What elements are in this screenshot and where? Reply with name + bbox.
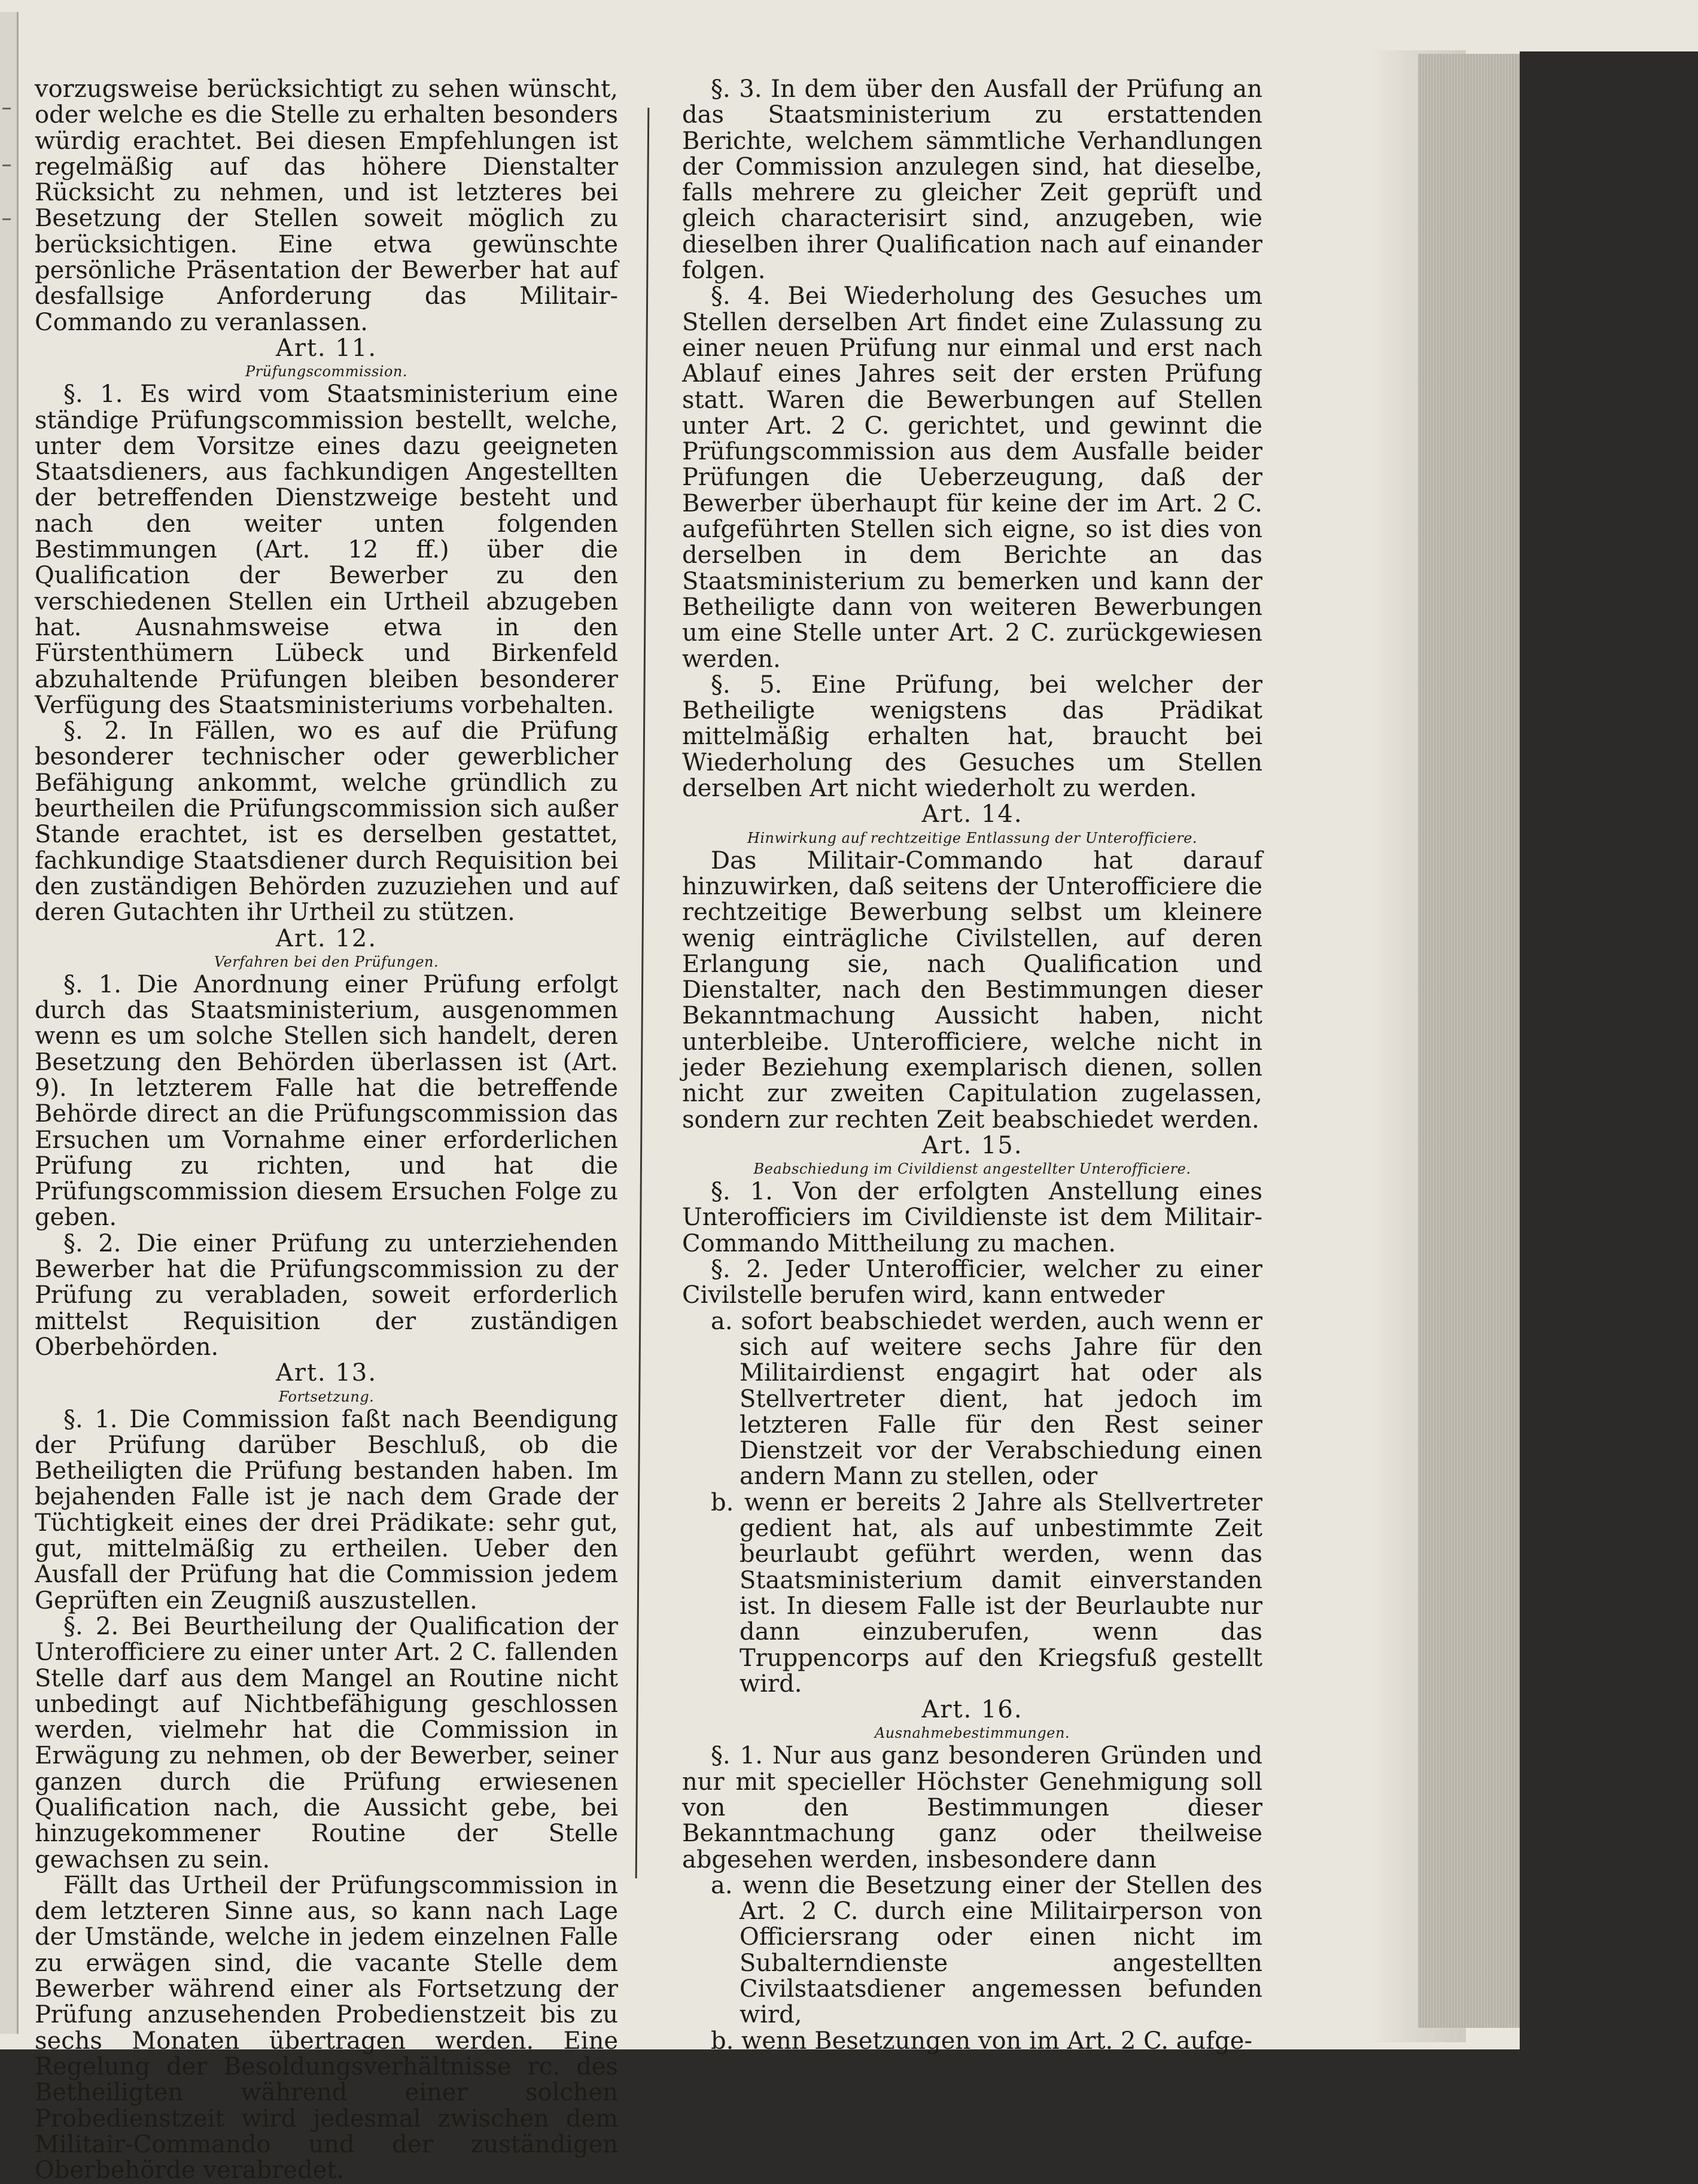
list-item: b. wenn er bereits 2 Jahre als Stellvertreter gedient hat, als auf unbestimmte Zeit beurlaubt geführt werden, wenn das Staatsministerium damit einverstanden ist. In diesem Falle ist der Beurlaubte nur dann einzuberufen, wenn das Truppencorps auf den Kriegsfuß gestellt wird.	[711, 1488, 1262, 1698]
paragraph: vorzugsweise berücksichtigt zu sehen wünscht, oder welche es die Stelle zu erhalten besonders würdig erachtet. Bei diesen Empfehlungen ist regelmäßig auf das höhere Dienstalter Rücksicht zu nehmen, und ist letzteres bei Besetzung der Stellen soweit möglich zu berücksichtigen. Eine etwa gewünschte persönliche Präsentation der Bewerber hat auf desfallsige Anforderung das Militair-Commando zu veranlassen.	[35, 75, 618, 336]
paragraph: §. 5. Eine Prüfung, bei welcher der Betheiligte wenigstens das Prädikat mittelmäßig erhalten hat, braucht bei Wiederholung des Gesuches um Stellen derselben Art nicht wiederholt zu werden.	[682, 671, 1262, 803]
paragraph: §. 2. Bei Beurtheilung der Qualification der Unterofficiere zu einer unter Art. 2 C. fallenden Stelle darf aus dem Mangel an Routine nicht unbedingt auf Nichtbefähigung geschlossen werden, vielmehr hat die Commission in Erwägung zu nehmen, ob der Bewerber, seiner ganzen durch die Prüfung erwiesenen Qualification nach, die Aussicht gebe, bei hinzugekommener Routine der Stelle gewachsen zu sein.	[35, 1612, 618, 1874]
book-page-edges	[1418, 54, 1520, 2028]
article-subtitle: Ausnahmebestimmungen.	[874, 1725, 1070, 1742]
edge-mark	[2, 218, 11, 220]
right-text-column	[682, 77, 1262, 2054]
list-item: a. sofort beabschiedet werden, auch wenn er sich auf weitere sechs Jahre für den Militairdienst engagirt hat oder als Stellvertreter dient, hat jedoch im letzteren Falle für den Rest seiner Dienstzeit vor der Verabschiedung einen andern Mann zu stellen, oder	[711, 1307, 1262, 1491]
paragraph: §. 3. In dem über den Ausfall der Prüfung an das Staatsministerium zu erstattenden Berichte, welchem sämmtliche Verhandlungen der Commission anzulegen sind, hat dieselbe, falls mehrere zu gleicher Zeit geprüft und gleich characterisirt sind, anzugeben, wie dieselben ihrer Qualification nach auf einander folgen.	[682, 75, 1262, 285]
paragraph: §. 2. Jeder Unterofficier, welcher zu einer Civilstelle berufen wird, kann entweder	[682, 1256, 1262, 1309]
list-item: a. wenn die Besetzung einer der Stellen des Art. 2 C. durch eine Militairperson von Officiersrang oder einen nicht im Subalterndienste angestellten Civilstaatsdiener angemessen befunden wird,	[711, 1871, 1262, 2029]
edge-mark	[2, 165, 11, 166]
left-text-column	[35, 77, 618, 2183]
edge-mark	[2, 108, 11, 109]
article-heading: Art. 13.	[275, 1359, 378, 1387]
article-subtitle: Prüfungscommission.	[245, 363, 407, 380]
article-heading: Art. 12.	[275, 924, 378, 952]
previous-page-edge	[0, 12, 19, 2034]
paragraph: §. 1. Von der erfolgten Anstellung eines Unterofficiers im Civildienste ist dem Militair-Commando Mittheilung zu machen.	[682, 1178, 1262, 1257]
paragraph: §. 2. In Fällen, wo es auf die Prüfung besonderer technischer oder gewerblicher Befähigung ankommt, welche gründlich zu beurtheilen die Prüfungscommission sich außer Stande erachtet, ist es derselben gestattet, fachkundige Staatsdiener durch Requisition bei den zuständigen Behörden zuzuziehen und auf deren Gutachten ihr Urtheil zu stützen.	[35, 717, 618, 927]
article-subtitle: Fortsetzung.	[278, 1388, 375, 1405]
article-subtitle: Hinwirkung auf rechtzeitige Entlassung der Unterofficiere.	[747, 829, 1198, 846]
paragraph: §. 1. Nur aus ganz besonderen Gründen und nur mit specieller Höchster Genehmigung soll von den Bestimmungen dieser Bekanntmachung ganz oder theilweise abgesehen werden, insbesondere dann	[682, 1742, 1262, 1874]
article-heading: Art. 14.	[921, 800, 1023, 828]
paragraph: Fällt das Urtheil der Prüfungscommission in dem letzteren Sinne aus, so kann nach Lage der Umstände, welche in jedem einzelnen Falle zu erwägen sind, die vacante Stelle dem Bewerber während einer als Fortsetzung der Prüfung anzusehenden Probedienstzeit bis zu sechs Monaten übertragen werden. Eine Regelung der Besoldungsverhältnisse rc. des Betheiligten während einer solchen Probedienstzeit wird jedesmal zwischen dem Militair-Commando und der zuständigen Oberbehörde verabredet.	[35, 1871, 618, 2184]
article-heading: Art. 15.	[921, 1131, 1023, 1159]
scan-background	[1520, 51, 1698, 2049]
paragraph: §. 2. Die einer Prüfung zu unterziehenden Bewerber hat die Prüfungscommission zu der Prüfung zu verabladen, soweit erforderlich mittelst Requisition der zuständigen Oberbehörden.	[35, 1229, 618, 1361]
paragraph: §. 1. Die Commission faßt nach Beendigung der Prüfung darüber Beschluß, ob die Betheiligten die Prüfung bestanden haben. Im bejahenden Falle ist je nach dem Grade der Tüchtigkeit eines der drei Prädikate: sehr gut, gut, mittelmäßig zu ertheilen. Ueber den Ausfall der Prüfung hat die Commission jedem Geprüften ein Zeugniß auszustellen.	[35, 1405, 618, 1615]
paragraph: §. 1. Es wird vom Staatsministerium eine ständige Prüfungscommission bestellt, welche, unter dem Vorsitze eines dazu geeigneten Staatsdieners, aus fachkundigen Angestellten der betreffenden Dienstzweige besteht und nach den weiter unten folgenden Bestimmungen (Art. 12 ff.) über die Qualification der Bewerber zu den verschiedenen Stellen ein Urtheil abzugeben hat. Ausnahmsweise etwa in den Fürstenthümern Lübeck und Birkenfeld abzuhaltende Prüfungen bleiben besonderer Verfügung des Staatsministeriums vorbehalten.	[35, 380, 618, 719]
paragraph: §. 1. Die Anordnung einer Prüfung erfolgt durch das Staatsministerium, ausgenommen wenn es um solche Stellen sich handelt, deren Besetzung den Behörden überlassen ist (Art. 9). In letzterem Falle hat die betreffende Behörde direct an die Prüfungscommission das Ersuchen um Vornahme einer erforderlichen Prüfung zu richten, und hat die Prüfungscommission diesem Ersuchen Folge zu geben.	[35, 970, 618, 1232]
paragraph: Das Militair-Commando hat darauf hinzuwirken, daß seitens der Unterofficiere die rechtzeitige Bewerbung selbst um kleinere wenig einträgliche Civilstellen, auf deren Erlangung sie, nach Qualification und Dienstalter, nach den Bestimmungen dieser Bekanntmachung Aussicht haben, nicht unterbleibe. Unterofficiere, welche nicht in jeder Beziehung exemplarisch dienen, sollen nicht zur zweiten Capitulation zugelassen, sondern zur rechten Zeit beabschiedet werden.	[682, 846, 1262, 1134]
article-heading: Art. 11.	[275, 334, 378, 362]
list-item: b. wenn Besetzungen von im Art. 2 C. aufge-	[711, 2027, 1252, 2055]
article-heading: Art. 16.	[921, 1696, 1023, 1724]
paragraph: §. 4. Bei Wiederholung des Gesuches um Stellen derselben Art findet eine Zulassung zu einer neuen Prüfung nur einmal und erst nach Ablauf eines Jahres seit der ersten Prüfung statt. Waren die Bewerbungen auf Stellen unter Art. 2 C. gerichtet, und gewinnt die Prüfungscommission aus dem Ausfalle beider Prüfungen die Ueberzeugung, daß der Bewerber überhaupt für keine der im Art. 2 C. aufgeführten Stellen sich eigne, so ist dies von derselben in dem Berichte an das Staatsministerium zu bemerken und kann der Betheiligte dann von weiteren Bewerbungen um eine Stelle unter Art. 2 C. zurückgewiesen werden.	[682, 282, 1262, 673]
article-subtitle: Verfahren bei den Prüfungen.	[214, 953, 439, 970]
article-subtitle: Beabschiedung im Civildienst angestellter Unterofficiere.	[753, 1160, 1191, 1178]
column-divider	[635, 108, 650, 1878]
